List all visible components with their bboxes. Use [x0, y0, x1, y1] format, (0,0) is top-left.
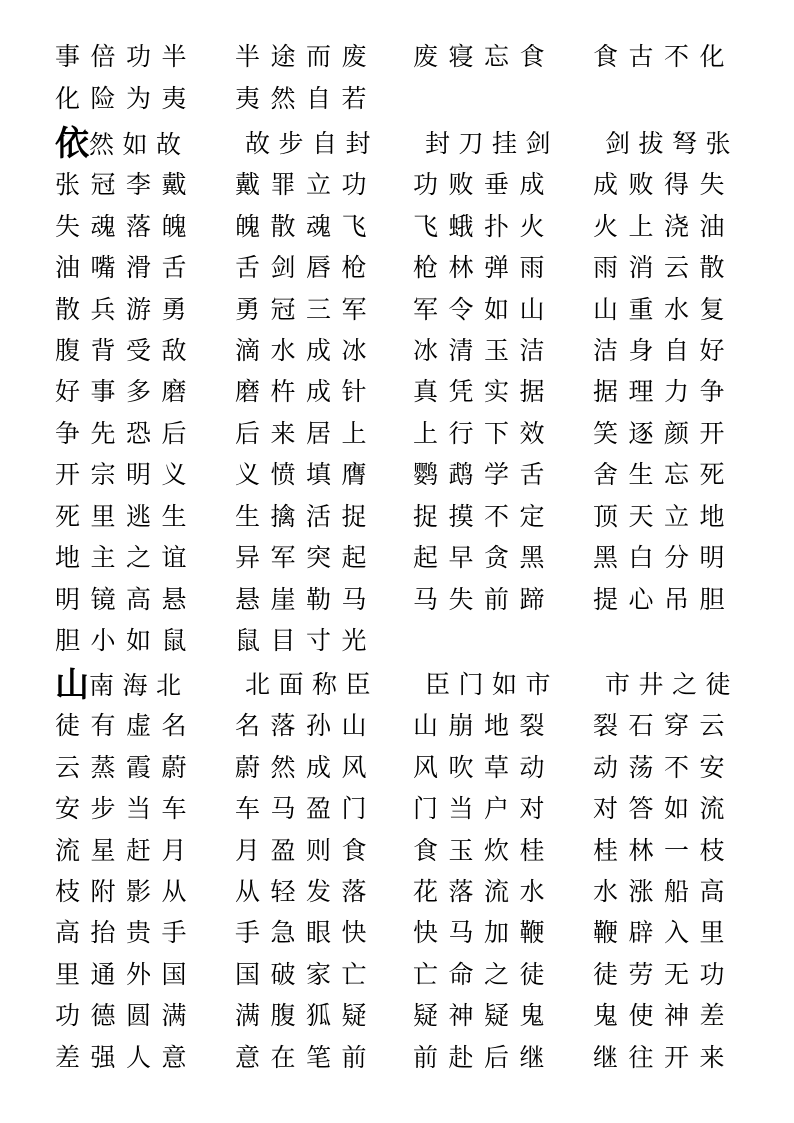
idiom: 差强人意 [55, 1043, 198, 1072]
idiom: 捉摸不定 [413, 502, 556, 531]
idiom: 裂石穿云 [593, 711, 736, 740]
idiom: 鬼使神差 [593, 1001, 736, 1030]
idiom: 里通外国 [55, 960, 198, 989]
section-start-idiom [55, 124, 190, 168]
idiom: 笑逐颜开 [593, 419, 736, 448]
idiom: 洁身自好 [593, 336, 736, 365]
idiom: 夷然自若 [235, 84, 378, 113]
idiom: 油嘴滑舌 [55, 253, 198, 282]
idiom: 动荡不安 [593, 753, 736, 782]
idiom: 真凭实据 [413, 377, 556, 406]
idiom: 后来居上 [235, 419, 378, 448]
idiom: 对答如流 [593, 794, 736, 823]
idiom: 鼠目寸光 [235, 626, 378, 655]
idiom: 流星赶月 [55, 836, 198, 865]
idiom: 明镜高悬 [55, 585, 198, 614]
idiom: 云蒸霞蔚 [55, 753, 198, 782]
section-head-rest: 南海北 [89, 671, 190, 700]
idiom: 手急眼快 [235, 918, 378, 947]
idiom: 起早贪黑 [413, 543, 556, 572]
idiom: 魄散魂飞 [235, 212, 378, 241]
idiom-row [0, 37, 794, 77]
idiom-row [0, 831, 794, 871]
idiom: 枝附影从 [55, 877, 198, 906]
idiom-row [0, 789, 794, 829]
idiom: 勇冠三军 [235, 295, 378, 324]
section-start-idiom [55, 665, 190, 709]
idiom: 提心吊胆 [593, 585, 736, 614]
idiom: 月盈则食 [235, 836, 378, 865]
idiom-row-section-start [0, 665, 794, 705]
idiom: 蔚然成风 [235, 753, 378, 782]
idiom-row [0, 414, 794, 454]
idiom-row [0, 996, 794, 1036]
idiom-row [0, 79, 794, 119]
section-head-char: 山 [55, 665, 89, 705]
idiom: 安步当车 [55, 794, 198, 823]
idiom: 滴水成冰 [235, 336, 378, 365]
idiom-row [0, 248, 794, 288]
idiom: 磨杵成针 [235, 377, 378, 406]
idiom: 剑拔弩张 [605, 129, 740, 158]
idiom: 臣门如市 [425, 670, 560, 699]
idiom: 徒有虚名 [55, 711, 198, 740]
idiom: 食玉炊桂 [413, 836, 556, 865]
idiom: 风吹草动 [413, 753, 556, 782]
idiom: 亡命之徒 [413, 960, 556, 989]
idiom: 高抬贵手 [55, 918, 198, 947]
idiom: 悬崖勒马 [235, 585, 378, 614]
idiom: 雨消云散 [593, 253, 736, 282]
idiom: 胆小如鼠 [55, 626, 198, 655]
idiom: 生擒活捉 [235, 502, 378, 531]
idiom-row [0, 621, 794, 661]
idiom: 飞蛾扑火 [413, 212, 556, 241]
idiom-row [0, 165, 794, 205]
idiom-row [0, 913, 794, 953]
idiom: 功德圆满 [55, 1001, 198, 1030]
idiom: 上行下效 [413, 419, 556, 448]
idiom: 据理力争 [593, 377, 736, 406]
idiom: 半途而废 [235, 42, 378, 71]
idiom: 顶天立地 [593, 502, 736, 531]
idiom-row [0, 872, 794, 912]
idiom: 疑神疑鬼 [413, 1001, 556, 1030]
idiom: 鹦鹉学舌 [413, 460, 556, 489]
idiom: 山崩地裂 [413, 711, 556, 740]
idiom: 国破家亡 [235, 960, 378, 989]
idiom: 异军突起 [235, 543, 378, 572]
section-head-rest: 然如故 [89, 130, 190, 159]
idiom: 废寝忘食 [413, 42, 556, 71]
idiom-row [0, 331, 794, 371]
idiom: 山重水复 [593, 295, 736, 324]
idiom: 军令如山 [413, 295, 556, 324]
idiom: 故步自封 [245, 129, 380, 158]
idiom: 车马盈门 [235, 794, 378, 823]
idiom: 马失前蹄 [413, 585, 556, 614]
idiom: 功败垂成 [413, 170, 556, 199]
idiom: 花落流水 [413, 877, 556, 906]
idiom: 死里逃生 [55, 502, 198, 531]
idiom-row [0, 580, 794, 620]
idiom: 北面称臣 [245, 670, 380, 699]
idiom-row [0, 748, 794, 788]
idiom: 快马加鞭 [413, 918, 556, 947]
idiom: 张冠李戴 [55, 170, 198, 199]
idiom: 从轻发落 [235, 877, 378, 906]
idiom: 封刀挂剑 [425, 129, 560, 158]
idiom: 意在笔前 [235, 1043, 378, 1072]
idiom: 成败得失 [593, 170, 736, 199]
idiom-row [0, 207, 794, 247]
idiom: 满腹狐疑 [235, 1001, 378, 1030]
idiom-row [0, 290, 794, 330]
idiom: 黑白分明 [593, 543, 736, 572]
idiom: 散兵游勇 [55, 295, 198, 324]
idiom: 枪林弹雨 [413, 253, 556, 282]
idiom-row [0, 706, 794, 746]
idiom: 争先恐后 [55, 419, 198, 448]
idiom: 继往开来 [593, 1043, 736, 1072]
idiom: 舍生忘死 [593, 460, 736, 489]
idiom-row [0, 497, 794, 537]
idiom: 腹背受敌 [55, 336, 198, 365]
idiom: 名落孙山 [235, 711, 378, 740]
idiom-row [0, 372, 794, 412]
idiom-row [0, 455, 794, 495]
idiom: 好事多磨 [55, 377, 198, 406]
idiom: 失魂落魄 [55, 212, 198, 241]
idiom: 徒劳无功 [593, 960, 736, 989]
idiom: 化险为夷 [55, 84, 198, 113]
idiom: 鞭辟入里 [593, 918, 736, 947]
idiom-row-section-start [0, 124, 794, 164]
idiom: 事倍功半 [55, 42, 198, 71]
idiom: 地主之谊 [55, 543, 198, 572]
idiom: 义愤填膺 [235, 460, 378, 489]
idiom: 冰清玉洁 [413, 336, 556, 365]
idiom: 门当户对 [413, 794, 556, 823]
idiom-row [0, 955, 794, 995]
idiom: 戴罪立功 [235, 170, 378, 199]
idiom: 前赴后继 [413, 1043, 556, 1072]
idiom: 桂林一枝 [593, 836, 736, 865]
idiom: 开宗明义 [55, 460, 198, 489]
idiom: 市井之徒 [605, 670, 740, 699]
section-head-char: 依 [55, 124, 89, 164]
idiom: 舌剑唇枪 [235, 253, 378, 282]
idiom: 食古不化 [593, 42, 736, 71]
idiom-row [0, 538, 794, 578]
idiom-row [0, 1038, 794, 1078]
idiom: 火上浇油 [593, 212, 736, 241]
idiom: 水涨船高 [593, 877, 736, 906]
